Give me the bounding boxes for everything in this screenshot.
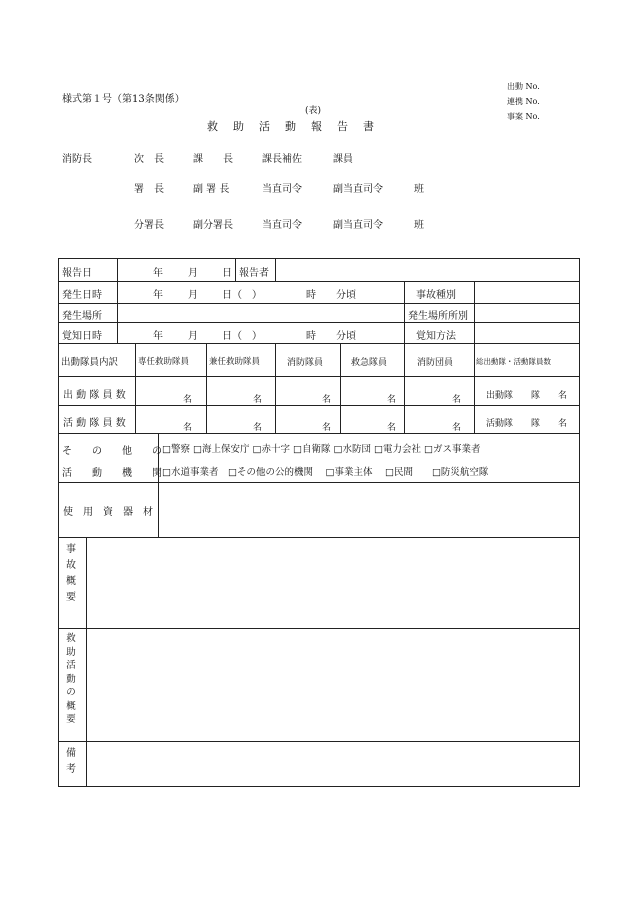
report-date-label: 報告日 [62,268,92,279]
accident-summary-label: 事故概要 [66,544,76,603]
equipment-label: 使 用 資 器 材 [63,507,153,518]
awareness-hour: 時 [306,331,316,342]
place-label: 発生場所 [62,311,102,322]
dispatch-count-label: 出 動 隊 員 数 [63,390,126,401]
other-agencies-line-2[interactable]: □水道事業者 □その他の公的機関 □事業主体 □民間 □防災航空隊 [162,467,489,478]
active-count-label: 活 動 隊 員 数 [63,418,126,429]
occurrence-label: 発生日時 [62,290,102,301]
approval-deputy-duty-commander-2: 副当直司令 [333,220,383,231]
other-agencies-label-1: そ の 他 の [62,446,162,457]
remarks-field[interactable] [87,742,579,786]
active-unit-5: 名 [452,423,462,433]
occurrence-year: 年 [153,290,163,301]
dispatch-unit-5: 名 [452,395,462,405]
place-type-label: 発生場所所別 [408,311,468,322]
approval-deputy-station-chief: 副 署 長 [193,184,230,195]
approval-duty-commander: 当直司令 [262,184,302,195]
other-agencies-line-1[interactable]: □警察 □海上保安庁 □赤十字 □自衛隊 □水防団 □電力会社 □ガス事業者 [162,444,481,455]
accident-type-label: 事故種別 [416,290,456,301]
occurrence-minute: 分頃 [336,290,356,301]
active-unit-4: 名 [387,423,397,433]
report-date-day: 日 [222,268,232,279]
awareness-day: 日（ ） [222,331,262,342]
reporter-label: 報告者 [239,268,269,279]
col-total: 総出動隊・活動隊員数 [476,357,551,366]
rescue-summary-field[interactable] [87,629,579,741]
dispatch-unit-1: 名 [183,395,193,405]
dispatch-unit-4: 名 [387,395,397,405]
active-unit-2: 名 [253,423,263,433]
dispatch-unit-3: 名 [322,395,332,405]
occurrence-hour: 時 [306,290,316,301]
approval-chief: 消防長 [62,154,92,165]
approval-deputy-duty-commander: 副当直司令 [333,184,383,195]
approval-duty-commander-2: 当直司令 [262,220,302,231]
awareness-method-field[interactable] [475,323,579,343]
rescue-summary-label: 救助活動の概要 [66,633,76,725]
active-unit-3: 名 [322,423,332,433]
reporter-field[interactable] [276,259,579,281]
remarks-label: 備考 [66,748,76,775]
col-ambulance: 救急隊員 [351,358,388,368]
equipment-field[interactable] [159,483,579,537]
awareness-minute: 分頃 [336,331,356,342]
dispatch-unit-2: 名 [253,395,263,405]
other-agencies-label-2: 活 動 機 関 [62,468,162,479]
form-title: 救 助 活 動 報 告 書 [207,120,376,133]
cooperation-number-label: 連携 No. [507,97,540,106]
active-total: 活動隊 隊 名 [486,419,568,429]
awareness-label: 覚知日時 [62,331,102,342]
omote-label: (表) [305,106,322,116]
dispatch-total: 出動隊 隊 名 [486,391,568,401]
approval-vice-chief: 次 長 [134,154,164,165]
place-type-field[interactable] [475,304,579,322]
col-firefighters: 消防隊員 [287,358,324,368]
approval-team: 班 [414,184,424,195]
case-number-label: 事案 No. [507,112,540,121]
approval-team-2: 班 [414,220,424,231]
approval-deputy-branch-chief: 副分署長 [193,220,233,231]
dispatch-number-label: 出動 No. [507,82,540,91]
approval-staff: 課員 [333,154,353,165]
awareness-month: 月 [188,331,198,342]
breakdown-label: 出動隊員内訳 [61,357,119,368]
awareness-year: 年 [153,331,163,342]
accident-summary-field[interactable] [87,538,579,628]
approval-branch-chief: 分署長 [134,220,164,231]
occurrence-month: 月 [188,290,198,301]
active-unit-1: 名 [183,423,193,433]
col-volunteer: 消防団員 [417,358,454,368]
report-date-month: 月 [188,268,198,279]
accident-type-field[interactable] [475,282,579,303]
col-dedicated-rescue: 専任救助隊員 [138,357,190,367]
approval-station-chief: 署 長 [134,184,164,195]
place-field[interactable] [118,304,404,322]
form-number: 様式第１号（第13条関係） [62,94,185,105]
report-date-year: 年 [153,268,163,279]
occurrence-day: 日（ ） [222,290,262,301]
awareness-method-label: 覚知方法 [416,331,456,342]
approval-assistant: 課長補佐 [262,154,302,165]
col-concurrent-rescue: 兼任救助隊員 [209,357,261,367]
approval-section-chief: 課 長 [193,154,233,165]
